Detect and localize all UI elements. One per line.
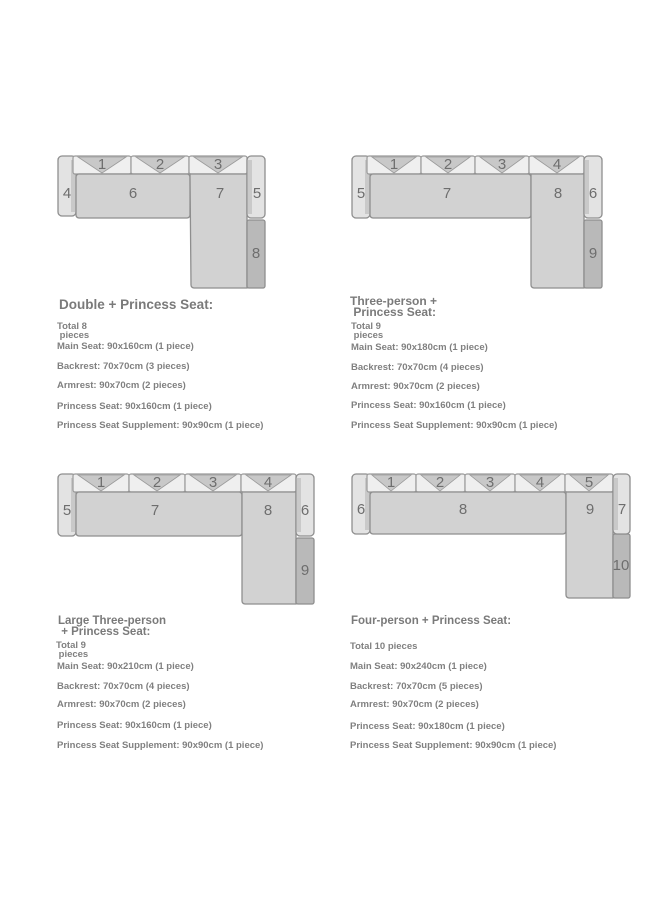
- backrest-1-number: 1: [97, 155, 107, 173]
- backrest-2-number: 2: [152, 473, 162, 491]
- supplement-number: 8: [251, 244, 261, 262]
- right-armrest-number: 7: [617, 500, 627, 518]
- spec-princess-seat: Princess Seat: 90x180cm (1 piece): [350, 721, 505, 732]
- backrest-3-number: 3: [485, 473, 495, 491]
- supplement-number: 10: [612, 556, 630, 574]
- config-total: Total 10 pieces: [350, 641, 418, 652]
- backrest-1-number: 1: [386, 473, 396, 491]
- backrest-3-number: 3: [213, 155, 223, 173]
- main-seat-number: 7: [442, 184, 452, 202]
- spec-backrest: Backrest: 70x70cm (5 pieces): [350, 681, 483, 692]
- spec-main-seat: Main Seat: 90x240cm (1 piece): [350, 661, 487, 672]
- spec-backrest: Backrest: 70x70cm (3 pieces): [57, 361, 190, 372]
- config-title: Large Three-person + Princess Seat:: [58, 615, 166, 638]
- backrest-2-number: 2: [155, 155, 165, 173]
- spec-princess-supplement: Princess Seat Supplement: 90x90cm (1 piece): [57, 740, 264, 751]
- backrest-2-number: 2: [443, 155, 453, 173]
- right-armrest-number: 6: [588, 184, 598, 202]
- supplement-number: 9: [300, 561, 310, 579]
- main-seat-number: 6: [128, 184, 138, 202]
- spec-backrest: Backrest: 70x70cm (4 pieces): [57, 681, 190, 692]
- spec-princess-seat: Princess Seat: 90x160cm (1 piece): [57, 401, 212, 412]
- config-title: Three-person + Princess Seat:: [350, 294, 438, 319]
- spec-armrest: Armrest: 90x70cm (2 pieces): [57, 380, 186, 391]
- backrest-1-number: 1: [389, 155, 399, 173]
- backrest-4-number: 4: [552, 155, 562, 173]
- backrest-5-number: 5: [584, 473, 594, 491]
- config-title: Double + Princess Seat:: [59, 297, 214, 312]
- left-armrest-number: 4: [62, 184, 72, 202]
- spec-main-seat: Main Seat: 90x180cm (1 piece): [351, 342, 488, 353]
- spec-armrest: Armrest: 90x70cm (2 pieces): [350, 699, 479, 710]
- corner-seat-number: 8: [263, 501, 273, 519]
- spec-armrest: Armrest: 90x70cm (2 pieces): [351, 381, 480, 392]
- backrest-3-number: 3: [497, 155, 507, 173]
- spec-main-seat: Main Seat: 90x210cm (1 piece): [57, 661, 194, 672]
- backrest-4: [515, 474, 565, 492]
- right-armrest-number: 5: [252, 184, 262, 202]
- main-seat-number: 8: [458, 500, 468, 518]
- corner-seat-number: 7: [215, 184, 225, 202]
- backrest-2-number: 2: [435, 473, 445, 491]
- backrest-3-number: 3: [208, 473, 218, 491]
- corner-seat-number: 8: [553, 184, 563, 202]
- backrest-4-number: 4: [535, 473, 545, 491]
- main-seat: [370, 492, 566, 534]
- config-total: Total 9 pieces: [351, 321, 384, 341]
- spec-backrest: Backrest: 70x70cm (4 pieces): [351, 362, 484, 373]
- backrest-5: [565, 474, 613, 492]
- left-armrest-number: 5: [356, 184, 366, 202]
- left-armrest-number: 6: [356, 500, 366, 518]
- backrest-1: [367, 474, 416, 492]
- spec-princess-supplement: Princess Seat Supplement: 90x90cm (1 piece): [351, 420, 558, 431]
- backrest-3: [465, 474, 515, 492]
- spec-armrest: Armrest: 90x70cm (2 pieces): [57, 699, 186, 710]
- spec-main-seat: Main Seat: 90x160cm (1 piece): [57, 341, 194, 352]
- spec-princess-seat: Princess Seat: 90x160cm (1 piece): [57, 720, 212, 731]
- supplement-number: 9: [588, 244, 598, 262]
- spec-princess-seat: Princess Seat: 90x160cm (1 piece): [351, 400, 506, 411]
- corner-seat-number: 9: [585, 500, 595, 518]
- left-armrest-number: 5: [62, 501, 72, 519]
- config-title: Four-person + Princess Seat:: [351, 615, 512, 627]
- backrest-1-number: 1: [96, 473, 106, 491]
- backrest-2: [416, 474, 465, 492]
- spec-princess-supplement: Princess Seat Supplement: 90x90cm (1 piece): [57, 420, 264, 431]
- spec-princess-supplement: Princess Seat Supplement: 90x90cm (1 piece): [350, 740, 557, 751]
- backrest-4-number: 4: [263, 473, 273, 491]
- config-total: Total 9 pieces: [56, 640, 89, 660]
- main-seat-number: 7: [150, 501, 160, 519]
- right-armrest-number: 6: [300, 501, 310, 519]
- config-total: Total 8 pieces: [57, 321, 90, 341]
